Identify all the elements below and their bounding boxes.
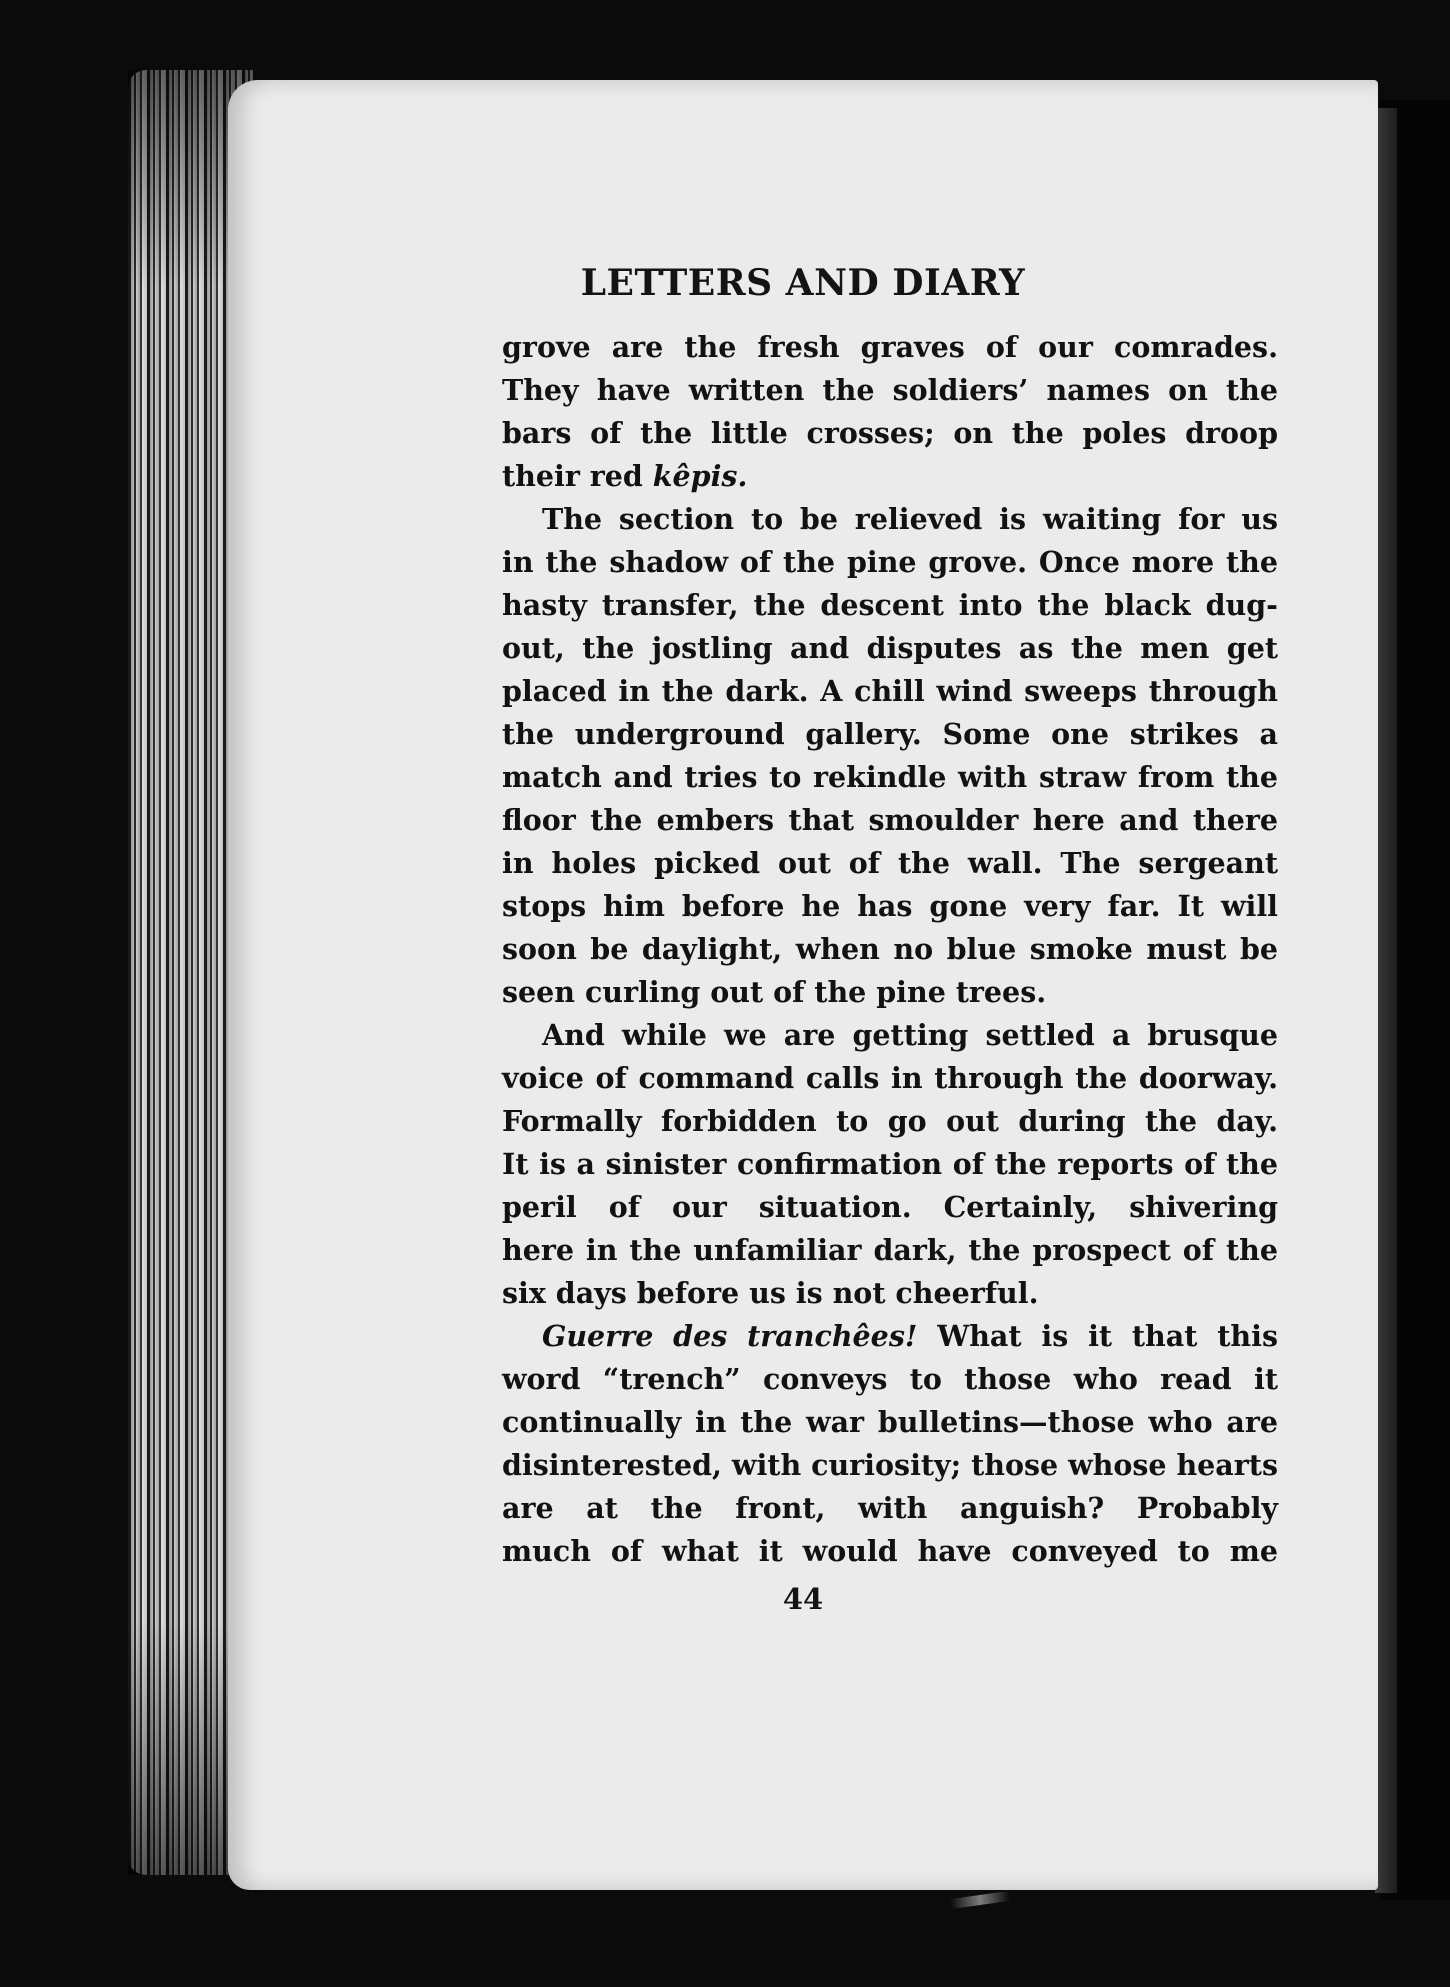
text-line: soon be daylight, when no blue smoke must be xyxy=(502,932,1278,966)
text-run: What is it that this xyxy=(917,1319,1278,1353)
text-line xyxy=(502,1315,1278,1358)
text-line: hasty transfer, the descent into the black dug- xyxy=(502,588,1278,622)
text-line: The section to be relieved is waiting for us xyxy=(542,502,1278,536)
text-line: disinterested, with curiosity; those whose hearts xyxy=(502,1448,1278,1482)
text-line: bars of the little crosses; on the poles droop xyxy=(502,416,1278,450)
text-line: And while we are getting settled a brusque xyxy=(542,1018,1278,1052)
text-line: six days before us is not cheerful. xyxy=(502,1276,1039,1310)
page-number: 44 xyxy=(782,1582,824,1616)
text-line: floor the embers that smoulder here and there xyxy=(502,803,1278,837)
text-line: out, the jostling and disputes as the men get xyxy=(502,631,1278,665)
body-text xyxy=(502,326,1278,1573)
running-head: LETTERS AND DIARY xyxy=(580,262,1026,304)
text-line: continually in the war bulletins—those who are xyxy=(502,1405,1278,1439)
text-line: seen curling out of the pine trees. xyxy=(502,975,1047,1009)
text-line: word “trench” conveys to those who read it xyxy=(502,1362,1278,1396)
text-line: Formally forbidden to go out during the day. xyxy=(502,1104,1278,1138)
text-line xyxy=(502,455,1278,498)
text-line: peril of our situation. Certainly, shivering xyxy=(502,1190,1278,1224)
italic-word: kêpis. xyxy=(652,459,748,493)
text-line: match and tries to rekindle with straw from the xyxy=(502,760,1278,794)
text-line: here in the unfamiliar dark, the prospect of the xyxy=(502,1233,1278,1267)
text-line: are at the front, with anguish? Probably xyxy=(502,1491,1278,1525)
text-line: They have written the soldiers’ names on the xyxy=(502,373,1278,407)
scan-artifact xyxy=(950,1891,1011,1909)
text-line: stops him before he has gone very far. It will xyxy=(502,889,1278,923)
text-line: in holes picked out of the wall. The sergeant xyxy=(502,846,1278,880)
text-line: placed in the dark. A chill wind sweeps through xyxy=(502,674,1278,708)
text-line: grove are the fresh graves of our comrades. xyxy=(502,330,1278,364)
text-line: It is a sinister confirmation of the reports of the xyxy=(502,1147,1278,1181)
text-line: much of what it would have conveyed to me xyxy=(502,1534,1278,1568)
binding-edge xyxy=(1375,108,1397,1893)
text-line: voice of command calls in through the doorway. xyxy=(502,1061,1278,1095)
text-run: their red xyxy=(502,459,653,493)
italic-phrase: Guerre des tranchêes! xyxy=(542,1319,918,1353)
text-line: the underground gallery. Some one strikes a xyxy=(502,717,1278,751)
text-line: in the shadow of the pine grove. Once more the xyxy=(502,545,1278,579)
